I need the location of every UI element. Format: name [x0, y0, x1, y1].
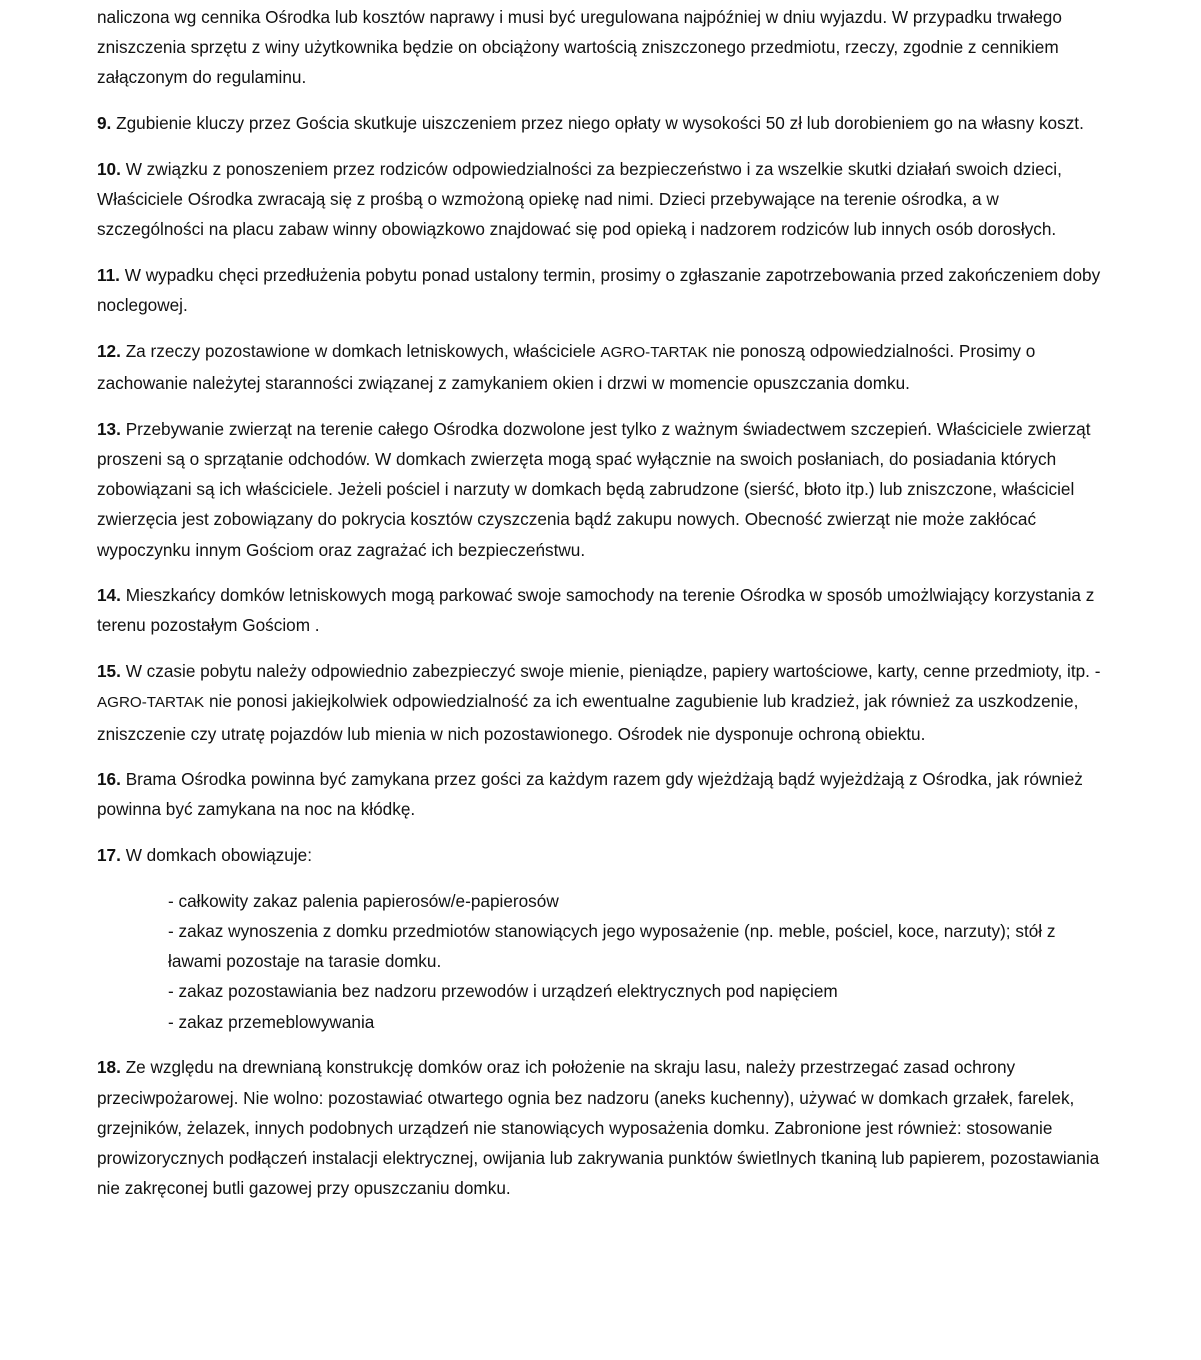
paragraph-number: 17. — [97, 845, 121, 866]
paragraph-number: 10. — [97, 158, 121, 179]
brand-name: AGRO-TARTAK — [600, 343, 708, 361]
paragraph-text: Mieszkańcy domków letniskowych mogą parkować swoje samochody na terenie Ośrodka w sposób umożlwiający korzystania z terenu pozostałym Gościom . — [97, 585, 1095, 636]
paragraph-16 — [97, 764, 1107, 824]
paragraph-text: W domkach obowiązuje: — [125, 845, 312, 866]
regulations-document — [97, 2, 1107, 1219]
paragraph-text: naliczona wg cennika Ośrodka lub kosztów naprawy i musi być uregulowana najpóźniej w dniu wyjazdu. W przypadku trwałego zniszczenia sprzętu z winy użytkownika będzie on obciążony wartością zniszczonego przedmiotu, rzeczy, zgodnie z cennikiem załączonym do regulaminu. — [97, 7, 1062, 88]
paragraph-11 — [97, 260, 1107, 320]
paragraph-text: Zgubienie kluczy przez Gościa skutkuje uiszczeniem przez niego opłaty w wysokości 50 zł lub dorobieniem go na własny koszt. — [116, 113, 1084, 134]
paragraph-number: 13. — [97, 418, 121, 439]
paragraph-text: Przebywanie zwierząt na terenie całego Ośrodka dozwolone jest tylko z ważnym świadectwem szczepień. Właściciele zwierząt proszeni są o sprzątanie odchodów. W domkach zwierzęta mogą spać wyłącznie na swoich posłaniach, do posiadania których zobowiązani są ich właściciele. Jeżeli pościel i narzuty w domkach będą zabrudzone (sierść, błoto itp.) lub zniszczone, właściciel zwierzęcia jest zobowiązany do pokrycia kosztów czyszczenia bądź zakupu nowych. Obecność zwierząt nie może zakłócać wypoczynku innym Gościom oraz zagrażać ich bezpieczeństwu. — [97, 418, 1091, 560]
paragraph-number: 18. — [97, 1057, 121, 1078]
paragraph-number: 11. — [97, 264, 120, 285]
list-item: - zakaz przemeblowywania — [168, 1011, 375, 1032]
paragraph-9 — [97, 108, 1107, 138]
paragraph-number: 14. — [97, 585, 121, 606]
list-item: - całkowity zakaz palenia papierosów/e-papierosów — [168, 890, 559, 911]
paragraph-text: nie ponoszą odpowiedzialności. Prosimy o zachowanie należytej staranności związanej z zamykaniem okien i drzwi w momencie opuszczania domku. — [97, 340, 1036, 394]
paragraph-text: Brama Ośrodka powinna być zamykana przez gości za każdym razem gdy wjeżdżają bądź wyjeżdżają z Ośrodka, jak również powinna być zamykana na noc na kłódkę. — [97, 769, 1083, 820]
paragraph-8-continued — [97, 2, 1107, 93]
paragraph-text: W wypadku chęci przedłużenia pobytu ponad ustalony termin, prosimy o zgłaszanie zapotrzebowania przed zakończeniem doby noclegowej. — [97, 264, 1101, 316]
rules-list — [97, 886, 1107, 1037]
paragraph-14 — [97, 580, 1107, 640]
list-item: - zakaz wynoszenia z domku przedmiotów stanowiących jego wyposażenie (np. meble, pościel, koce, narzuty); stół z ławami pozostaje na tarasie domku. — [168, 921, 1056, 972]
paragraph-text: Za rzeczy pozostawione w domkach letniskowych, właściciele — [125, 340, 596, 361]
paragraph-18 — [97, 1052, 1107, 1203]
paragraph-text: W związku z ponoszeniem przez rodziców odpowiedzialności za bezpieczeństwo i za wszelkie skutki działań swoich dzieci, Właściciele Ośrodka zwracają się z prośbą o wzmożoną opiekę nad nimi. Dzieci przebywające na terenie ośrodka, a w szczególności na placu zabaw winny obowiązkowo znajdować się pod opieką i nadzorem rodziców lub innych osób dorosłych. — [97, 158, 1062, 240]
paragraph-number: 15. — [97, 661, 121, 682]
paragraph-10 — [97, 154, 1107, 245]
paragraph-17 — [97, 840, 1107, 870]
paragraph-text: nie ponosi jakiejkolwiek odpowiedzialność za ich ewentualne zagubienie lub kradzież, jak również za uszkodzenie, zniszczenie czy utratę pojazdów lub mienia w nich pozostawionego. Ośrodek nie dysponuje ochroną obiektu. — [97, 691, 1079, 744]
list-item: - zakaz pozostawiania bez nadzoru przewodów i urządzeń elektrycznych pod napięciem — [168, 981, 838, 1002]
paragraph-12 — [97, 336, 1107, 398]
brand-name: AGRO-TARTAK — [97, 694, 205, 712]
paragraph-number: 9. — [97, 113, 112, 134]
paragraph-number: 16. — [97, 769, 121, 790]
paragraph-13 — [97, 414, 1107, 565]
paragraph-text: W czasie pobytu należy odpowiednio zabezpieczyć swoje mienie, pieniądze, papiery wartościowe, karty, cenne przedmioty, itp. - — [125, 661, 1101, 682]
paragraph-text: Ze względu na drewnianą konstrukcję domków oraz ich położenie na skraju lasu, należy przestrzegać zasad ochrony przeciwpożarowej. Nie wolno: pozostawiać otwartego ognia bez nadzoru (aneks kuchenny), używać w domkach grzałek, farelek, grzejników, żelazek, innych podobnych urządzeń nie stanowiących wyposażenia domku. Zabronione jest również: stosowanie prowizorycznych podłączeń instalacji elektrycznej, owijania lub zakrywania punktów świetlnych tkaniną lub papierem, pozostawiania nie zakręconej butli gazowej przy opuszczaniu domku. — [97, 1057, 1100, 1199]
paragraph-15 — [97, 656, 1107, 749]
paragraph-number: 12. — [97, 340, 121, 361]
